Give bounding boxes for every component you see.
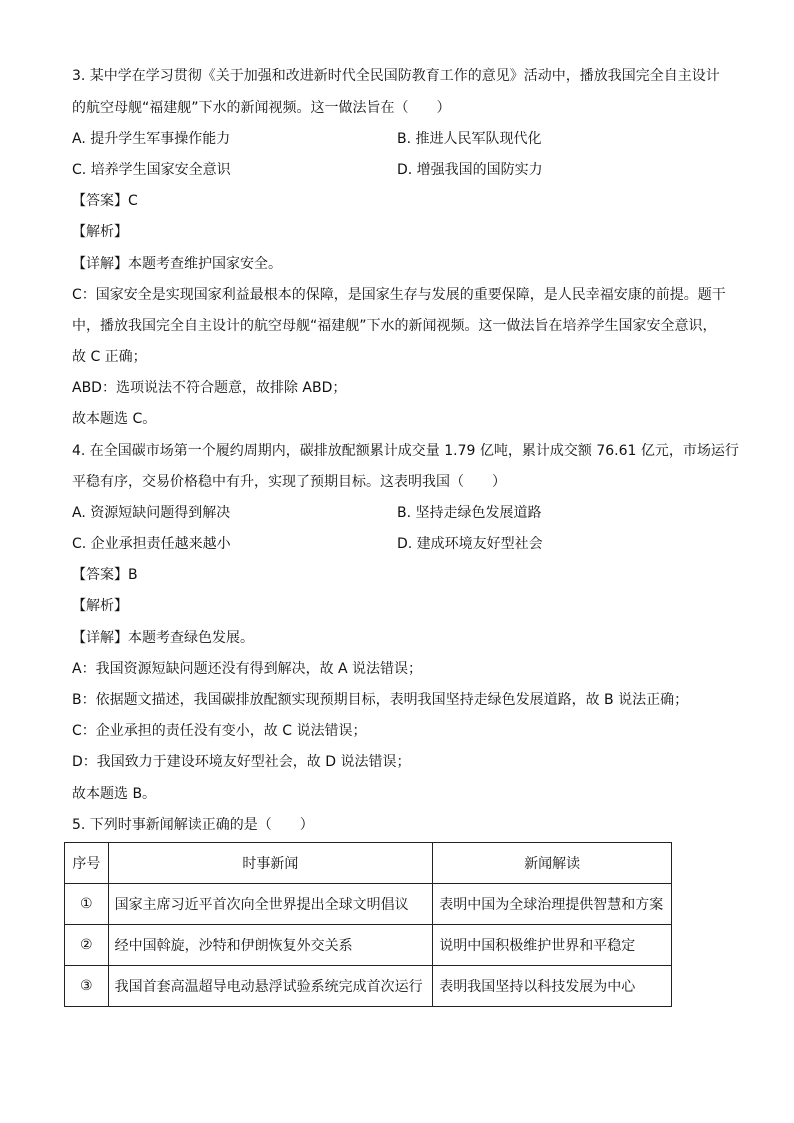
q3-stem-line-1: 3. 某中学在学习贯彻《关于加强和改进新时代全民国防教育工作的意见》活动中，播放我国完全自主设计 (72, 68, 720, 84)
news-cell: 国家主席习近平首次向全世界提出全球文明倡议 (108, 884, 433, 925)
q4-answer: 【答案】B (72, 567, 138, 583)
q3-explanation-5: 故本题选 C。 (72, 411, 157, 427)
q3-explanation-2: 中，播放我国完全自主设计的航空母舰“福建舰”下水的新闻视频。这一做法旨在培养学生国家安全意识， (72, 318, 717, 334)
q4-explanation-3: C：企业承担的责任没有变小，故 C 说法错误； (72, 723, 367, 739)
interpretation-cell: 说明中国积极维护世界和平稳定 (433, 925, 672, 966)
row-number: ② (65, 925, 109, 966)
column-header-number: 序号 (65, 843, 109, 884)
table-row (65, 925, 672, 966)
news-cell: 经中国斡旋，沙特和伊朗恢复外交关系 (108, 925, 433, 966)
q3-explanation-4: ABD：选项说法不符合题意，故排除 ABD； (72, 380, 347, 396)
q4-stem-line-1: 4. 在全国碳市场第一个履约周期内，碳排放配额累计成交量 1.79 亿吨，累计成交额 76.61 亿元，市场运行 (72, 443, 739, 459)
q4-explanation-4: D：我国致力于建设环境友好型社会，故 D 说法错误； (72, 754, 411, 770)
news-cell: 我国首套高温超导电动悬浮试验系统完成首次运行 (108, 966, 433, 1007)
q3-option-c: C. 培养学生国家安全意识 (72, 162, 231, 178)
table-header-row (65, 843, 672, 884)
q4-option-c: C. 企业承担责任越来越小 (72, 536, 231, 552)
q3-explanation-3: 故 C 正确； (72, 349, 147, 365)
q4-option-b: B. 坚持走绿色发展道路 (397, 505, 542, 521)
q3-analysis-heading: 【解析】 (72, 224, 128, 240)
q3-option-d: D. 增强我国的国防实力 (397, 162, 543, 178)
q4-explanation-5: 故本题选 B。 (72, 786, 157, 802)
q5-stem: 5. 下列时事新闻解读正确的是（ ） (72, 817, 314, 833)
q3-explanation-1: C：国家安全是实现国家利益最根本的保障，是国家生存与发展的重要保障，是人民幸福安康的前提。题干 (72, 287, 726, 303)
q4-detail: 【详解】本题考查绿色发展。 (72, 630, 254, 646)
row-number: ③ (65, 966, 109, 1007)
q3-stem-line-2: 的航空母舰“福建舰”下水的新闻视频。这一做法旨在（ ） (72, 100, 451, 116)
q4-explanation-2: B：依据题文描述，我国碳排放配额实现预期目标，表明我国坚持走绿色发展道路，故 B 说法正确； (72, 692, 689, 708)
q4-option-a: A. 资源短缺问题得到解决 (72, 505, 231, 521)
q4-explanation-1: A：我国资源短缺问题还没有得到解决，故 A 说法错误； (72, 661, 423, 677)
table-row (65, 884, 672, 925)
row-number: ① (65, 884, 109, 925)
column-header-news: 时事新闻 (108, 843, 433, 884)
q3-detail: 【详解】本题考查维护国家安全。 (72, 256, 282, 272)
table-row (65, 966, 672, 1007)
q4-stem-line-2: 平稳有序，交易价格稳中有升，实现了预期目标。这表明我国（ ） (72, 474, 506, 490)
q3-answer: 【答案】C (72, 193, 138, 209)
interpretation-cell: 表明中国为全球治理提供智慧和方案 (433, 884, 672, 925)
q3-option-b: B. 推进人民军队现代化 (397, 131, 542, 147)
q4-option-d: D. 建成环境友好型社会 (397, 536, 543, 552)
news-table (64, 842, 672, 1007)
q3-option-a: A. 提升学生军事操作能力 (72, 131, 231, 147)
interpretation-cell: 表明我国坚持以科技发展为中心 (433, 966, 672, 1007)
column-header-interpretation: 新闻解读 (433, 843, 672, 884)
q4-analysis-heading: 【解析】 (72, 598, 128, 614)
